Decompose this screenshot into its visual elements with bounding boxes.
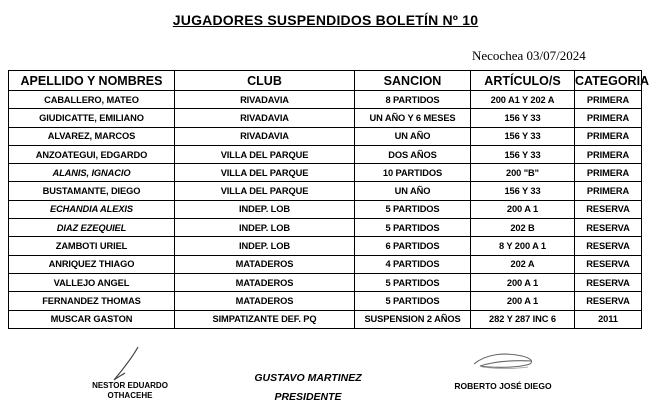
cell-club: VILLA DEL PARQUE xyxy=(175,145,355,163)
cell-articulo: 156 Y 33 xyxy=(471,109,575,127)
cell-categoria: PRIMERA xyxy=(575,127,642,145)
cell-name: ANZOATEGUI, EDGARDO xyxy=(9,145,175,163)
cell-name: VALLEJO ANGEL xyxy=(9,273,175,291)
cell-categoria: RESERVA xyxy=(575,292,642,310)
cell-articulo: 200 A 1 xyxy=(471,292,575,310)
signature-right-name: ROBERTO JOSÉ DIEGO xyxy=(454,381,552,391)
cell-sancion: UN AÑO xyxy=(355,182,471,200)
cell-sancion: 6 PARTIDOS xyxy=(355,237,471,255)
cell-categoria: 2011 xyxy=(575,310,642,328)
signature-right xyxy=(448,381,558,391)
cell-sancion: 5 PARTIDOS xyxy=(355,219,471,237)
cell-categoria: PRIMERA xyxy=(575,109,642,127)
table-header-row xyxy=(9,71,642,91)
cell-club: RIVADAVIA xyxy=(175,109,355,127)
cell-name: DIAZ EZEQUIEL xyxy=(9,219,175,237)
table-row xyxy=(9,182,642,200)
signature-scribble-left xyxy=(108,344,144,384)
place-date: Necochea 03/07/2024 xyxy=(472,48,586,63)
table-row xyxy=(9,255,642,273)
table-row xyxy=(9,127,642,145)
cell-name: ALANIS, IGNACIO xyxy=(9,164,175,182)
cell-categoria: RESERVA xyxy=(575,255,642,273)
signature-middle xyxy=(238,369,378,407)
document-title: JUGADORES SUSPENDIDOS BOLETÍN Nº 10 xyxy=(172,12,479,28)
cell-articulo: 8 Y 200 A 1 xyxy=(471,237,575,255)
signature-middle-role: PRESIDENTE xyxy=(274,391,342,403)
suspended-players-table xyxy=(8,70,650,329)
table-row xyxy=(9,91,642,109)
cell-club: VILLA DEL PARQUE xyxy=(175,164,355,182)
cell-articulo: 200 A 1 xyxy=(471,273,575,291)
cell-categoria: PRIMERA xyxy=(575,164,642,182)
cell-sancion: 5 PARTIDOS xyxy=(355,292,471,310)
table-row xyxy=(9,273,642,291)
cell-club: MATADEROS xyxy=(175,255,355,273)
cell-name: ECHANDIA ALEXIS xyxy=(9,200,175,218)
cell-club: SIMPATIZANTE DEF. PQ xyxy=(175,310,355,328)
table-row xyxy=(9,310,642,328)
cell-articulo: 156 Y 33 xyxy=(471,145,575,163)
cell-articulo: 202 B xyxy=(471,219,575,237)
signature-left-line1: NESTOR EDUARDO xyxy=(92,381,168,390)
cell-sancion: SUSPENSION 2 AÑOS xyxy=(355,310,471,328)
cell-sancion: 4 PARTIDOS xyxy=(355,255,471,273)
cell-sancion: 5 PARTIDOS xyxy=(355,200,471,218)
table-row xyxy=(9,237,642,255)
cell-sancion: 10 PARTIDOS xyxy=(355,164,471,182)
table-row xyxy=(9,200,642,218)
cell-club: INDEP. LOB xyxy=(175,219,355,237)
cell-name: CABALLERO, MATEO xyxy=(9,91,175,109)
signature-left-line2: OTHACEHE xyxy=(107,391,153,400)
cell-name: ZAMBOTI URIEL xyxy=(9,237,175,255)
cell-club: VILLA DEL PARQUE xyxy=(175,182,355,200)
cell-articulo: 156 Y 33 xyxy=(471,127,575,145)
table-row xyxy=(9,145,642,163)
cell-articulo: 200 "B" xyxy=(471,164,575,182)
header-sancion: SANCION xyxy=(355,71,471,91)
cell-club: INDEP. LOB xyxy=(175,237,355,255)
cell-club: RIVADAVIA xyxy=(175,91,355,109)
signature-left xyxy=(88,381,172,401)
cell-sancion: 5 PARTIDOS xyxy=(355,273,471,291)
cell-name: FERNANDEZ THOMAS xyxy=(9,292,175,310)
cell-articulo: 156 Y 33 xyxy=(471,182,575,200)
cell-club: MATADEROS xyxy=(175,292,355,310)
cell-articulo: 202 A xyxy=(471,255,575,273)
signature-middle-name: GUSTAVO MARTINEZ xyxy=(254,372,362,384)
table-row xyxy=(9,292,642,310)
header-club: CLUB xyxy=(175,71,355,91)
cell-categoria: PRIMERA xyxy=(575,145,642,163)
cell-sancion: DOS AÑOS xyxy=(355,145,471,163)
cell-categoria: RESERVA xyxy=(575,237,642,255)
cell-name: MUSCAR GASTON xyxy=(9,310,175,328)
table-row xyxy=(9,164,642,182)
table-row xyxy=(9,109,642,127)
cell-categoria: RESERVA xyxy=(575,200,642,218)
cell-club: RIVADAVIA xyxy=(175,127,355,145)
cell-articulo: 200 A 1 xyxy=(471,200,575,218)
cell-categoria: RESERVA xyxy=(575,273,642,291)
header-categoria: CATEGORIA xyxy=(575,71,642,91)
cell-name: ANRIQUEZ THIAGO xyxy=(9,255,175,273)
cell-categoria: PRIMERA xyxy=(575,182,642,200)
table-row xyxy=(9,219,642,237)
header-articulo: ARTÍCULO/S xyxy=(471,71,575,91)
cell-sancion: UN AÑO xyxy=(355,127,471,145)
cell-club: INDEP. LOB xyxy=(175,200,355,218)
header-name: APELLIDO Y NOMBRES xyxy=(9,71,175,91)
cell-sancion: UN AÑO Y 6 MESES xyxy=(355,109,471,127)
cell-categoria: RESERVA xyxy=(575,219,642,237)
cell-name: GIUDICATTE, EMILIANO xyxy=(9,109,175,127)
signature-scribble-right xyxy=(470,350,540,372)
cell-articulo: 200 A1 Y 202 A xyxy=(471,91,575,109)
cell-categoria: PRIMERA xyxy=(575,91,642,109)
cell-name: ALVAREZ, MARCOS xyxy=(9,127,175,145)
cell-articulo: 282 Y 287 INC 6 xyxy=(471,310,575,328)
cell-club: MATADEROS xyxy=(175,273,355,291)
cell-name: BUSTAMANTE, DIEGO xyxy=(9,182,175,200)
cell-sancion: 8 PARTIDOS xyxy=(355,91,471,109)
